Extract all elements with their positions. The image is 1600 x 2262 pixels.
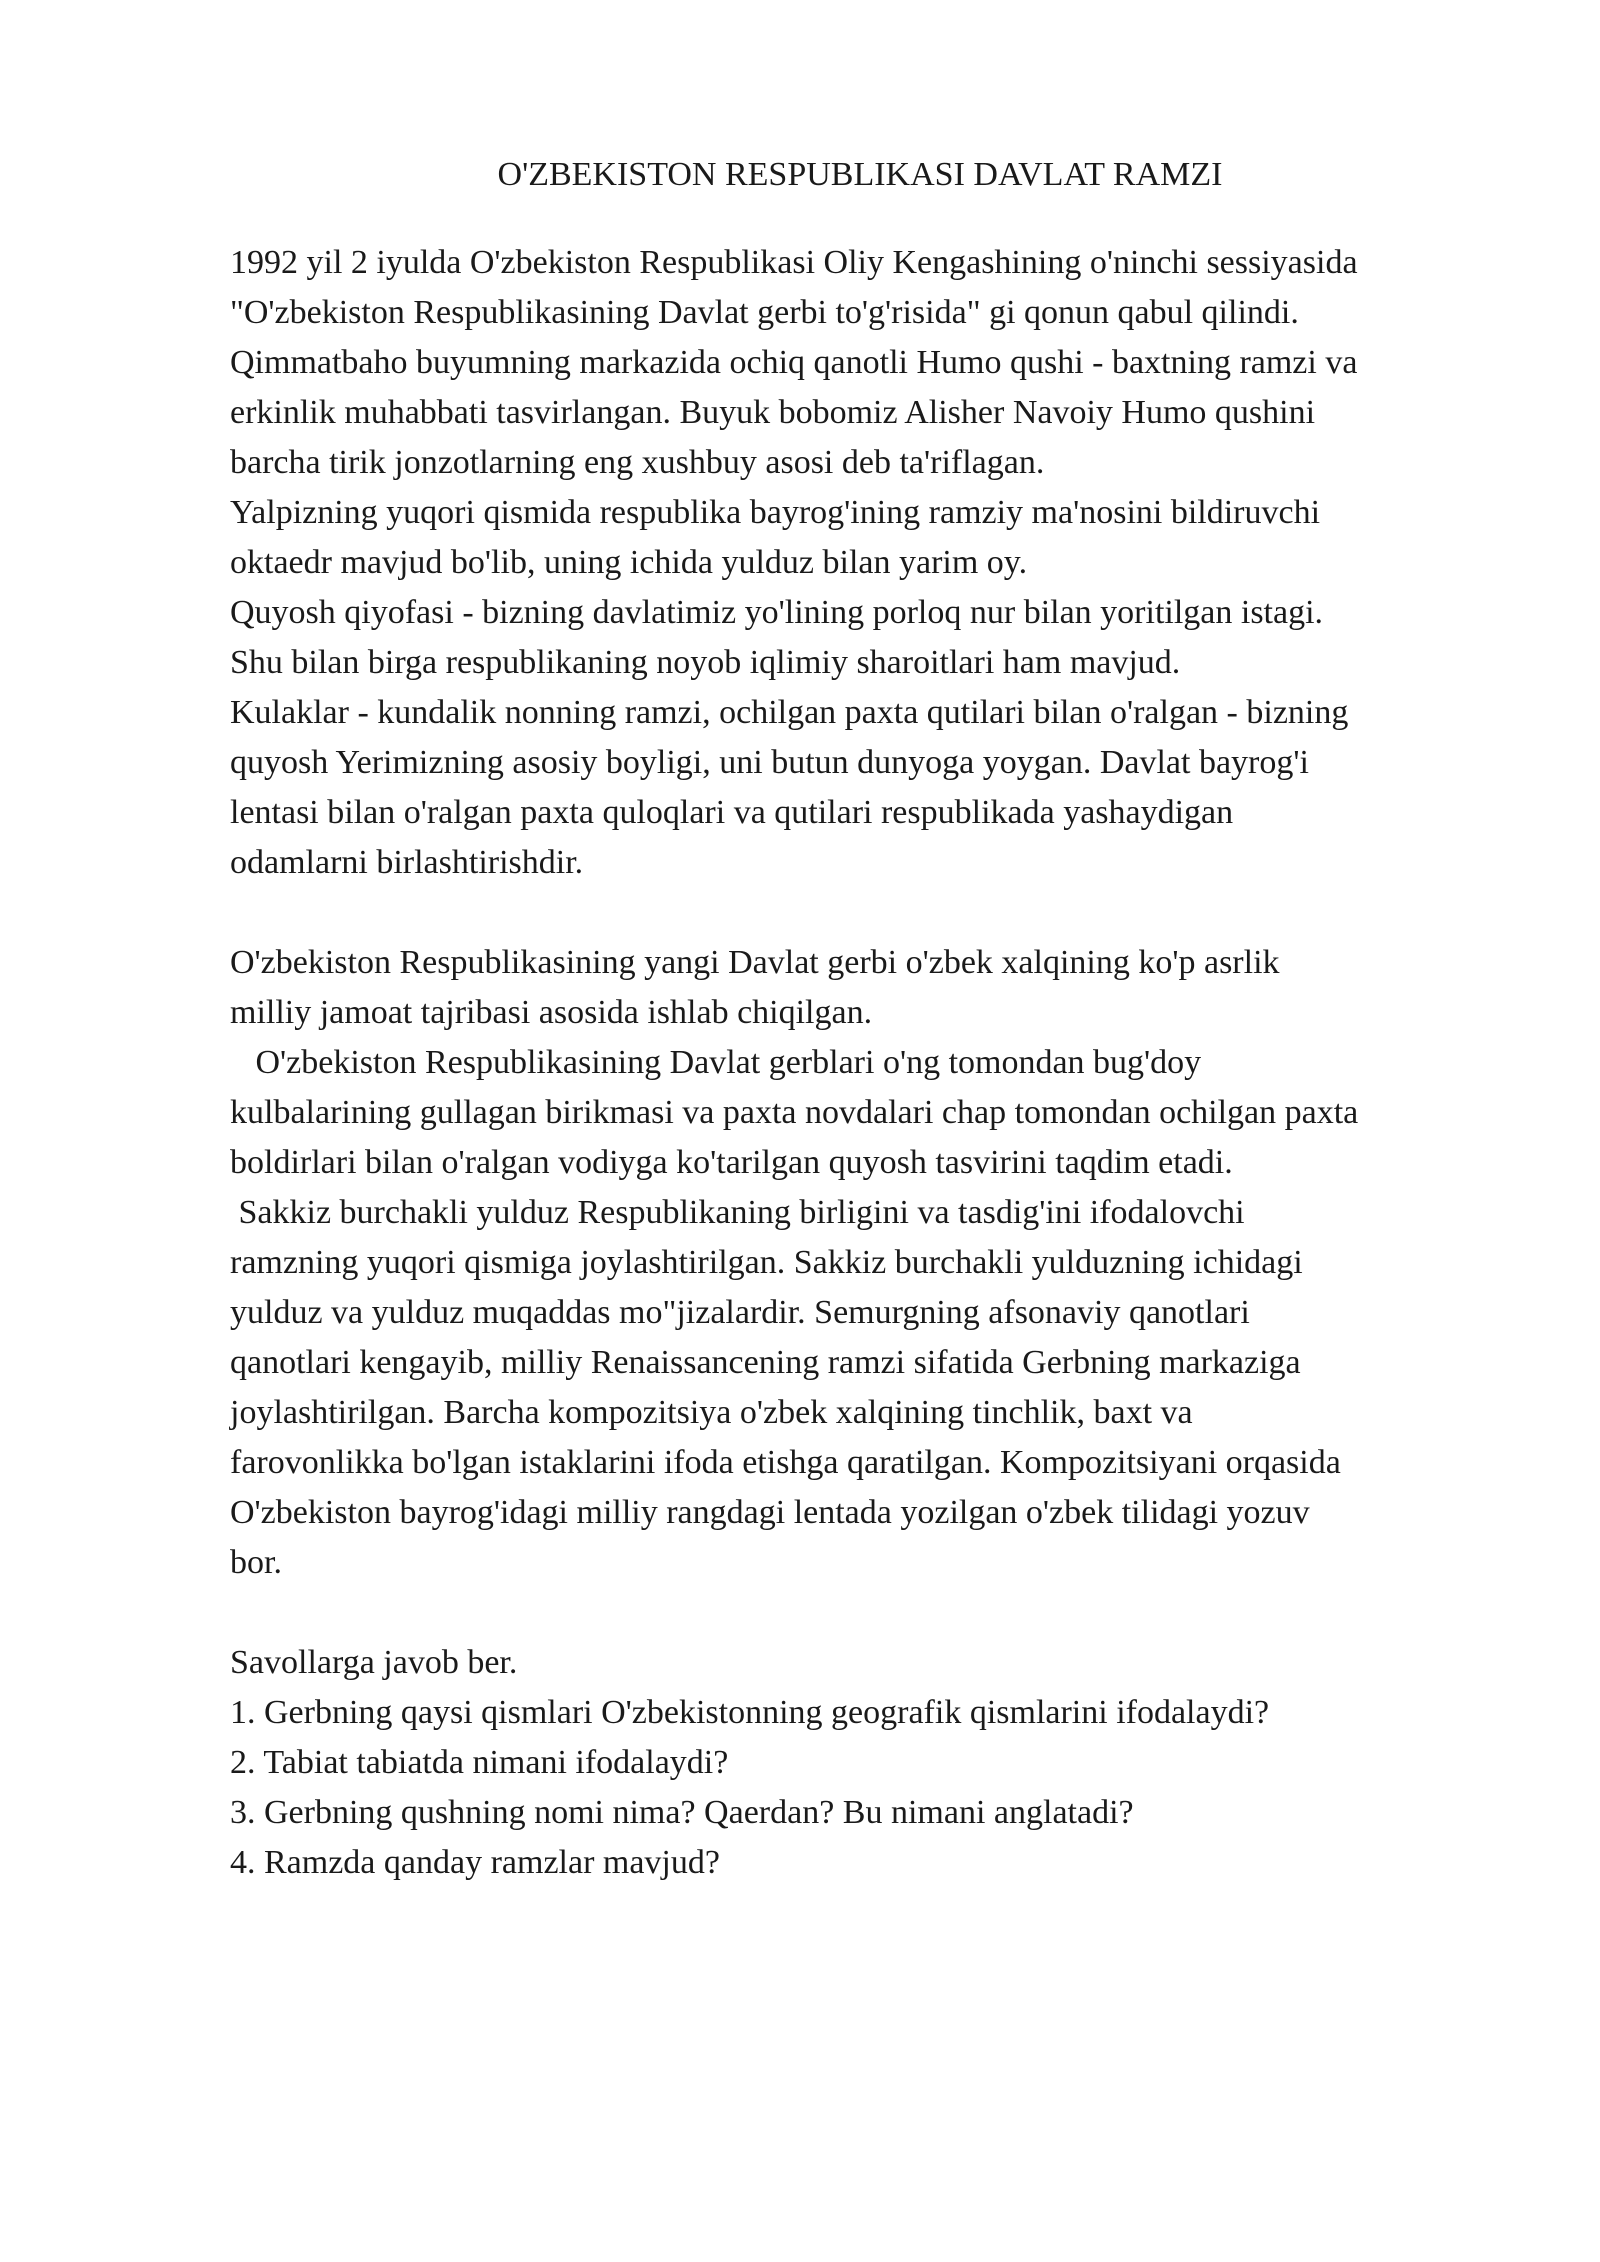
text-line: O'zbekiston Respublikasining yangi Davlat gerbi o'zbek xalqining ko'p asrlik bbox=[230, 944, 1280, 981]
paragraph-1 bbox=[230, 238, 1530, 888]
text-line: barcha tirik jonzotlarning eng xushbuy asosi deb ta'riflagan. bbox=[230, 444, 1045, 481]
text-line: bor. bbox=[230, 1544, 282, 1581]
text-line: joylashtirilgan. Barcha kompozitsiya o'zbek xalqining tinchlik, baxt va bbox=[230, 1394, 1193, 1431]
page-title: O'ZBEKISTON RESPUBLIKASI DAVLAT RAMZI bbox=[497, 156, 1223, 193]
paragraph-gap bbox=[230, 888, 1530, 938]
title-row bbox=[0, 150, 1600, 200]
text-line: erkinlik muhabbati tasvirlangan. Buyuk bobomiz Alisher Navoiy Humo qushini bbox=[230, 394, 1316, 431]
document-body bbox=[230, 238, 1530, 1888]
text-line: kulbalarining gullagan birikmasi va paxta novdalari chap tomondan ochilgan paxta bbox=[230, 1094, 1359, 1131]
text-line: 1992 yil 2 iyulda O'zbekiston Respublikasi Oliy Kengashining o'ninchi sessiyasida bbox=[230, 244, 1358, 281]
text-line: Qimmatbaho buyumning markazida ochiq qanotli Humo qushi - baxtning ramzi va bbox=[230, 344, 1358, 381]
text-line: Sakkiz burchakli yulduz Respublikaning birligini va tasdig'ini ifodalovchi bbox=[230, 1194, 1245, 1231]
text-line: qanotlari kengayib, milliy Renaissancening ramzi sifatida Gerbning markaziga bbox=[230, 1344, 1301, 1381]
questions-heading: Savollarga javob ber. bbox=[230, 1644, 518, 1681]
text-line: O'zbekiston Respublikasining Davlat gerblari o'ng tomondan bug'doy bbox=[230, 1044, 1202, 1081]
paragraph-2 bbox=[230, 938, 1530, 1588]
text-line: ramzning yuqori qismiga joylashtirilgan. Sakkiz burchakli yulduzning ichidagi bbox=[230, 1244, 1303, 1281]
text-line: boldirlari bilan o'ralgan vodiyga ko'tarilgan quyosh tasvirini taqdim etadi. bbox=[230, 1144, 1233, 1181]
text-line: lentasi bilan o'ralgan paxta quloqlari va qutilari respublikada yashaydigan bbox=[230, 794, 1234, 831]
text-line: Yalpizning yuqori qismida respublika bayrog'ining ramziy ma'nosini bildiruvchi bbox=[230, 494, 1321, 531]
text-line: yulduz va yulduz muqaddas mo"jizalardir. Semurgning afsonaviy qanotlari bbox=[230, 1294, 1250, 1331]
text-line: Kulaklar - kundalik nonning ramzi, ochilgan paxta qutilari bilan o'ralgan - bizning bbox=[230, 694, 1349, 731]
paragraph-gap bbox=[230, 1588, 1530, 1638]
question-item: 2. Tabiat tabiatda nimani ifodalaydi? bbox=[230, 1744, 729, 1781]
text-line: Quyosh qiyofasi - bizning davlatimiz yo'lining porloq nur bilan yoritilgan istagi. bbox=[230, 594, 1324, 631]
question-item: 4. Ramzda qanday ramzlar mavjud? bbox=[230, 1844, 720, 1881]
text-line: Shu bilan birga respublikaning noyob iqlimiy sharoitlari ham mavjud. bbox=[230, 644, 1181, 681]
text-line: milliy jamoat tajribasi asosida ishlab chiqilgan. bbox=[230, 994, 873, 1031]
text-line: O'zbekiston bayrog'idagi milliy rangdagi lentada yozilgan o'zbek tilidagi yozuv bbox=[230, 1494, 1310, 1531]
text-line: odamlarni birlashtirishdir. bbox=[230, 844, 584, 881]
questions-section bbox=[230, 1638, 1530, 1888]
text-line: farovonlikka bo'lgan istaklarini ifoda etishga qaratilgan. Kompozitsiyani orqasida bbox=[230, 1444, 1341, 1481]
text-line: quyosh Yerimizning asosiy boyligi, uni butun dunyoga yoygan. Davlat bayrog'i bbox=[230, 744, 1309, 781]
text-line: "O'zbekiston Respublikasining Davlat gerbi to'g'risida" gi qonun qabul qilindi. bbox=[230, 294, 1299, 331]
text-line: oktaedr mavjud bo'lib, uning ichida yulduz bilan yarim oy. bbox=[230, 544, 1028, 581]
question-item: 1. Gerbning qaysi qismlari O'zbekistonning geografik qismlarini ifodalaydi? bbox=[230, 1694, 1270, 1731]
question-item: 3. Gerbning qushning nomi nima? Qaerdan? Bu nimani anglatadi? bbox=[230, 1794, 1134, 1831]
